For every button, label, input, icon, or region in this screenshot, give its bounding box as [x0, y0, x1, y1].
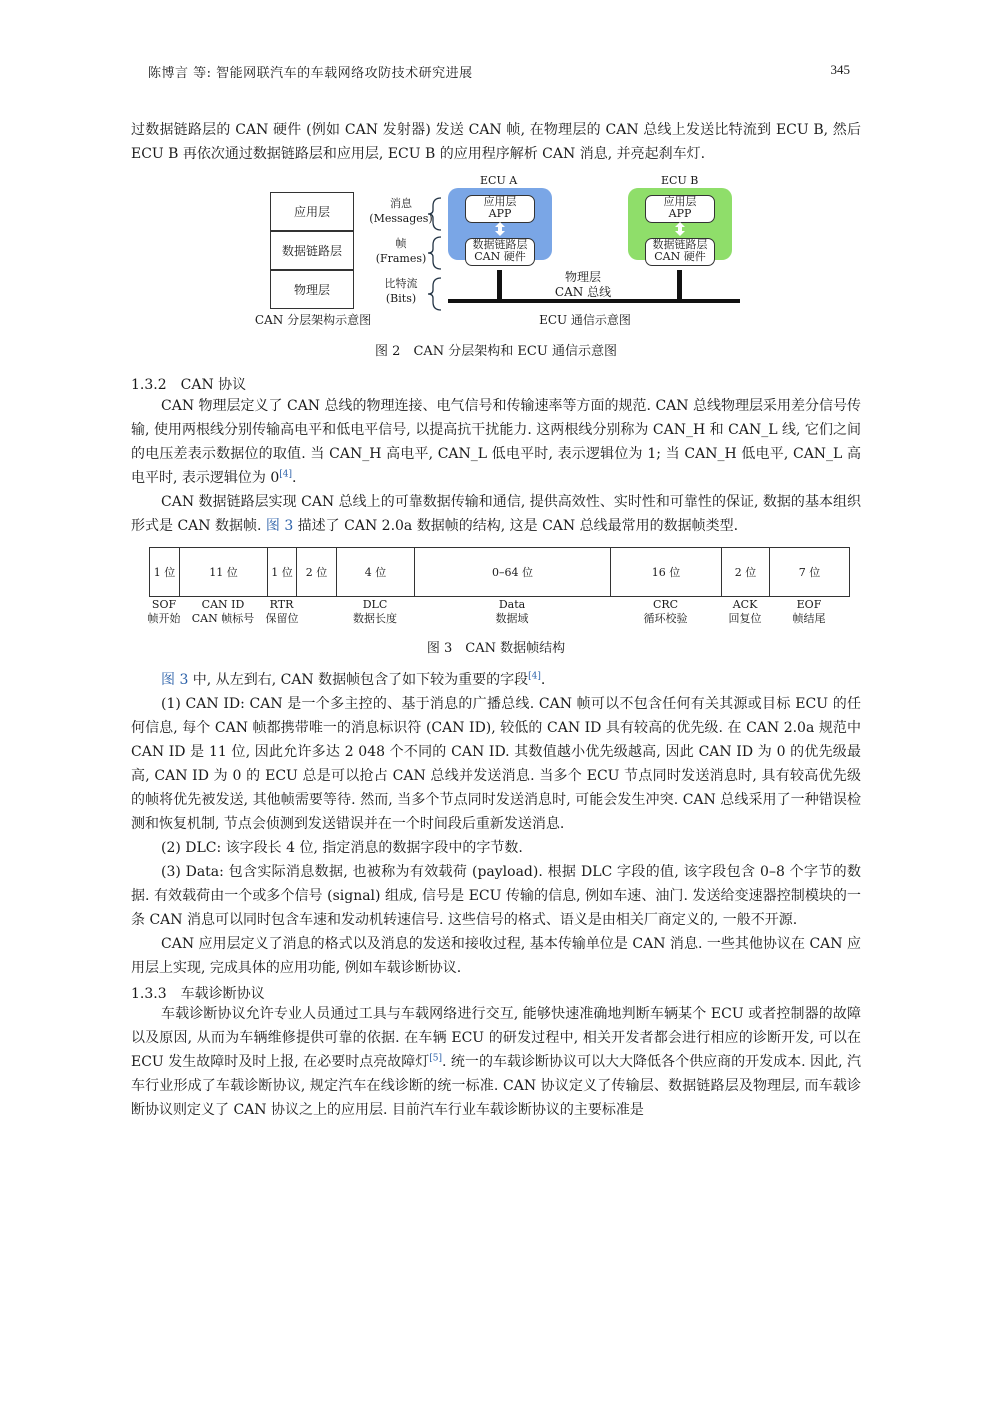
frame-cell: 2 位	[297, 548, 337, 596]
intro-paragraph: 过数据链路层的 CAN 硬件 (例如 CAN 发射器) 发送 CAN 帧, 在物理层的 CAN 总线上发送比特流到 ECU B, 然后 ECU B 再依次通过数据链路层和应用层, ECU B 的应用程序解析 CAN 消息, 并亮起刹车灯.	[131, 122, 861, 162]
diag-text-b: . 统一的车载诊断协议可以大大降低各个供应商的开发成本. 因此, 汽车行业形成了车载诊断协议, 规定汽车在线诊断的统一标准. CAN 协议定义了传输层、数据链路层及物理层, 而车载诊断协议则定义了 CAN 协议之上的应用层. 目前汽车行业车载诊断协议的主要标准是	[131, 1054, 861, 1118]
ecu-b-app-cn: 应用层	[663, 195, 697, 208]
dlc-paragraph: (2) DLC: 该字段长 4 位, 指定消息的数据字段中的字节数.	[161, 840, 523, 856]
field-label-rtr	[265, 598, 299, 628]
field-label-eof	[769, 598, 849, 628]
field-cn: 保留位	[265, 612, 299, 625]
citation-4[interactable]: [4]	[279, 469, 293, 480]
ecu-a-block	[448, 188, 552, 263]
field-cn: 数据长度	[353, 612, 397, 625]
fig2-left-subcaption: CAN 分层架构示意图	[254, 313, 372, 327]
field-cn: 帧结尾	[792, 612, 826, 625]
field-en: CRC	[652, 598, 679, 611]
frame-cell: 0–64 位	[415, 548, 611, 596]
ecu-a-app-en: APP	[488, 207, 512, 220]
bus-label-en: CAN 总线	[554, 285, 612, 299]
unit-frames-en: (Frames)	[375, 252, 427, 265]
intro-paragraph-block	[131, 118, 861, 166]
section-heading-1-3-2: 1.3.2 CAN 协议	[131, 377, 247, 393]
frame-cell: 7 位	[770, 548, 850, 596]
field-en: DLC	[362, 598, 388, 611]
layer-box-datalink: 数据链路层	[270, 231, 354, 270]
canid-paragraph: (1) CAN ID: CAN 是一个多主控的、基于消息的广播总线. CAN 帧可以不包含任何有关其源或目标 ECU 的任何信息, 每个 CAN 帧都携带唯一的消息标识符 (CAN ID), 较低的 CAN ID 具有较高的优先级. 在 CAN 2.0a 规范中 CAN ID 是 11 位, 因此允许多达 2 048 个不同的 CAN ID. 其数值越小优先级越高, 因此 CAN ID 为 0 的优先级最高, CAN ID 为 0 的 ECU 总是可以抢占 CAN 总线并发送消息. 当多个 ECU 节点同时发送消息时, 具有较高优先级的帧将优先被发送, 其他帧需要等待. 然而, 当多个节点同时发送消息时, 可能会发生冲突. CAN 总线采用了一种错误检测和恢复机制, 节点会侦测到发送错误并在一个时间段后重新发送消息.	[131, 696, 861, 832]
ecu-b-dl-cn: 数据链路层	[652, 238, 708, 251]
ecu-a-dl-cn: 数据链路层	[472, 238, 528, 251]
can-phys-paragraph: CAN 物理层定义了 CAN 总线的物理连接、电气信号和传输速率等方面的规范. CAN 总线物理层采用差分信号传输, 使用两根线分别传输高电平和低电平信号, 以提高抗干扰能力. 这两根线分别称为 CAN_H 和 CAN_L 线, 它们之间的电压差表示数据位的取值. 当 CAN_H 高电平, CAN_L 低电平时, 表示逻辑位为 1; 当 CAN_H 低电平, CAN_L 高电平时, 表示逻辑位为 0[4].	[131, 398, 861, 486]
page-number: 345	[830, 62, 850, 77]
ecu-b-dl-box	[645, 238, 715, 266]
ecu-a-dl-en: CAN 硬件	[474, 250, 526, 263]
section-heading-1-3-3: 1.3.3 车载诊断协议	[131, 986, 265, 1002]
brace-messages-icon	[428, 198, 441, 230]
can-phys-text: CAN 物理层定义了 CAN 总线的物理连接、电气信号和传输速率等方面的规范. CAN 总线物理层采用差分信号传输, 使用两根线分别传输高电平和低电平信号, 以提高抗干扰能力. 这两根线分别称为 CAN_H 和 CAN_L 线, 它们之间的电压差表示数据位的取值. 当 CAN_H 高电平, CAN_L 低电平时, 表示逻辑位为 1; 当 CAN_H 低电平, CAN_L 高电平时, 表示逻辑位为 0	[131, 398, 861, 486]
field-label-dlc	[336, 598, 414, 628]
fig3-intro-text: 中, 从左到右, CAN 数据帧包含了如下较为重要的字段	[188, 672, 529, 688]
brace-bits-icon	[428, 278, 441, 310]
field-cn: 帧开始	[147, 612, 181, 625]
can-dl-text-a: CAN 数据链路层实现 CAN 总线上的可靠数据传输和通信, 提供高效性、实时性和可靠性的保证, 数据的基本组织形式是 CAN 数据帧.	[131, 494, 861, 534]
running-header	[148, 62, 850, 82]
frame-field-labels	[149, 598, 849, 628]
bus-label	[548, 270, 618, 300]
can-dl-paragraph	[131, 490, 861, 538]
app-layer-paragraph: CAN 应用层定义了消息的格式以及消息的发送和接收过程, 基本传输单位是 CAN 消息. 一些其他协议在 CAN 应用层上实现, 完成具体的应用功能, 例如车载诊断协议.	[131, 936, 861, 976]
can-frame-table	[149, 547, 850, 597]
diag-text-a: 车载诊断协议允许专业人员通过工具与车载网络进行交互, 能够快速准确地判断车辆某个 ECU 或者控制器的故障以及原因, 从而为车辆维修提供可靠的依据. 在车辆 ECU 的研发过程中, 相关开发者都会进行相应的诊断开发, 可以在 ECU 发生故障时及时上报, 在必要时点亮故障灯	[131, 1006, 861, 1070]
ecu-b-block	[628, 188, 732, 263]
fig3-caption: 图 3 CAN 数据帧结构	[426, 641, 566, 656]
unit-frames-cn: 帧	[395, 237, 407, 250]
unit-messages-cn: 消息	[390, 197, 412, 210]
brace-icons	[425, 194, 447, 314]
frame-cell: 16 位	[611, 548, 722, 596]
ecu-b-app-box	[645, 195, 715, 223]
frame-cell: 4 位	[337, 548, 415, 596]
ecu-a-bus-stub	[497, 270, 502, 301]
unit-bits-en: (Bits)	[385, 292, 417, 305]
figure-3-link[interactable]: 图 3	[161, 672, 189, 688]
ecu-b-updown-arrow-icon	[674, 222, 686, 236]
frame-cell: 2 位	[722, 548, 770, 596]
field-label-canid	[179, 598, 267, 628]
brace-frames-icon	[428, 237, 441, 269]
ecu-b-dl-en: CAN 硬件	[654, 250, 706, 263]
field-en: Data	[498, 598, 526, 611]
figure-3-link[interactable]: 图 3	[265, 518, 294, 534]
figure-2	[0, 170, 992, 360]
field-en: SOF	[151, 598, 177, 611]
layer-box-application: 应用层	[270, 192, 354, 231]
field-cn: 数据域	[495, 612, 529, 625]
ecu-a-app-cn: 应用层	[483, 195, 517, 208]
field-label-sof	[149, 598, 179, 628]
field-label-crc	[610, 598, 721, 628]
ecu-b-title: ECU B	[661, 174, 699, 187]
ecu-a-app-box	[465, 195, 535, 223]
field-cn: CAN 帧标号	[191, 612, 255, 625]
unit-messages-en: (Messages)	[369, 212, 433, 225]
bus-label-cn: 物理层	[564, 270, 601, 284]
frame-cell: 11 位	[180, 548, 268, 596]
diag-paragraph	[131, 1002, 861, 1122]
fig2-caption: 图 2 CAN 分层架构和 ECU 通信示意图	[375, 344, 617, 359]
fig2-right-subcaption: ECU 通信示意图	[539, 313, 631, 327]
field-label-ack	[721, 598, 769, 628]
field-en: CAN ID	[201, 598, 245, 611]
field-en: RTR	[269, 598, 294, 611]
fig3-intro-paragraph: 图 3 中, 从左到右, CAN 数据帧包含了如下较为重要的字段[4].	[161, 671, 546, 688]
ecu-b-app-en: APP	[668, 207, 692, 220]
data-paragraph: (3) Data: 包含实际消息数据, 也被称为有效载荷 (payload). 根据 DLC 字段的值, 该字段包含 0–8 个字节的数据. 有效载荷由一个或多个信号 (signal) 组成, 信号是 ECU 传输的信息, 例如车速、油门. 发送给变速器控制模块的一条 CAN 消息可以同时包含车速和发动机转速信号. 这些信号的格式、语义是由相关厂商定义的, 一般不开源.	[131, 864, 861, 928]
ecu-a-updown-arrow-icon	[494, 222, 506, 236]
field-en: ACK	[732, 598, 758, 611]
ecu-a-title: ECU A	[480, 174, 518, 187]
field-label-data	[414, 598, 610, 628]
unit-bits-cn: 比特流	[384, 277, 418, 290]
running-title: 陈博言 等: 智能网联汽车的车载网络攻防技术研究进展	[148, 66, 473, 81]
can-phys-block	[131, 394, 861, 538]
ecu-b-bus-stub	[677, 270, 682, 301]
frame-cell: 1 位	[150, 548, 180, 596]
citation-5[interactable]: [5]	[429, 1053, 443, 1064]
layer-box-physical: 物理层	[270, 270, 354, 309]
can-dl-text-b: 描述了 CAN 2.0a 数据帧的结构, 这是 CAN 总线最常用的数据帧类型.	[293, 518, 739, 534]
fields-description-block	[131, 668, 861, 980]
field-label-reserved	[296, 598, 336, 628]
field-cn: 循环校验	[643, 612, 688, 625]
citation-4[interactable]: [4]	[528, 671, 541, 682]
diag-block	[131, 1002, 861, 1122]
ecu-a-dl-box	[465, 238, 535, 266]
field-en: EOF	[796, 598, 822, 611]
frame-cell: 1 位	[268, 548, 297, 596]
field-cn: 回复位	[728, 612, 762, 625]
